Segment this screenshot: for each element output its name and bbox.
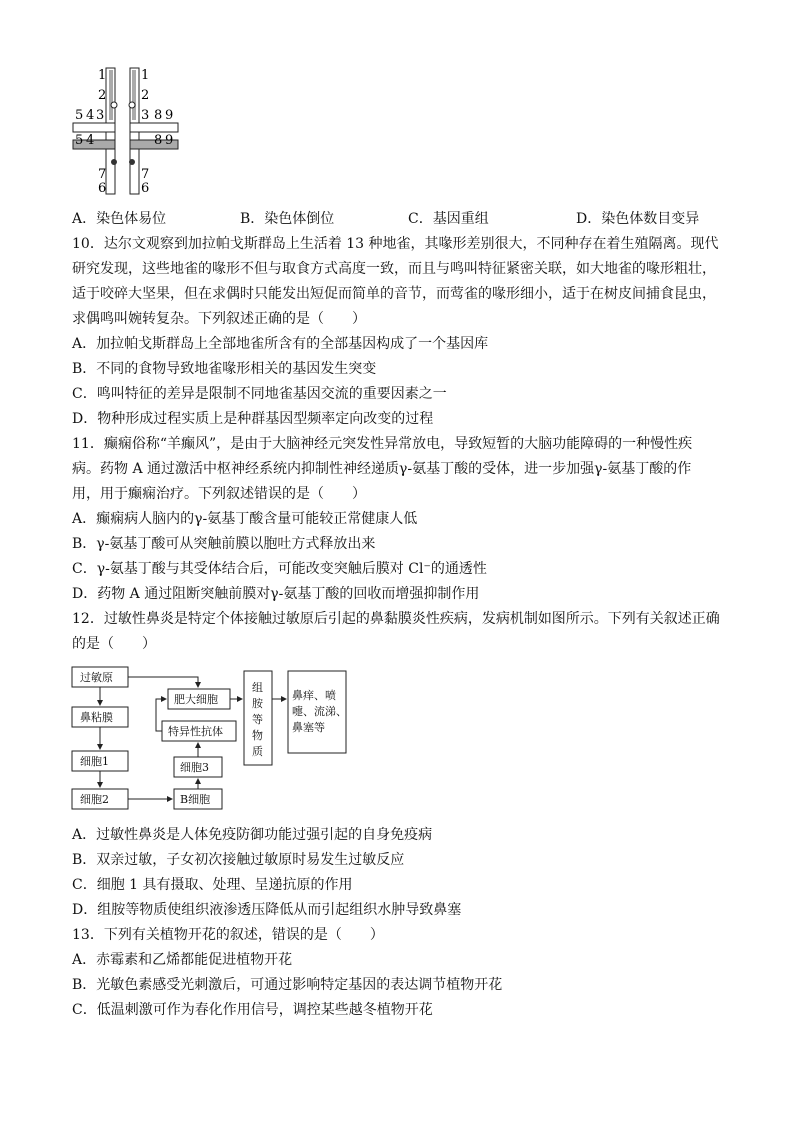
- q11-stem-line: 用，用于癫痫治疗。下列叙述错误的是（ ）: [72, 486, 366, 502]
- q13-stem-line: 13．下列有关植物开花的叙述，错误的是（ ）: [72, 927, 384, 943]
- node-histamine: 等: [252, 713, 263, 726]
- chromo-label: 1: [141, 68, 150, 83]
- allergy-mechanism-diagram: [70, 663, 350, 813]
- node-mucosa: 鼻粘膜: [80, 711, 113, 724]
- node-mast-cell: 肥大细胞: [174, 693, 218, 706]
- node-symptoms: 鼻痒、喷: [292, 689, 336, 702]
- chromo-label: 4: [86, 133, 95, 148]
- q9-option-c: C．基因重组: [408, 211, 489, 227]
- node-antibody: 特异性抗体: [168, 725, 223, 738]
- q11-option-b: B．γ-氨基丁酸可从突触前膜以胞吐方式释放出来: [72, 536, 376, 552]
- chromo-label: 3: [141, 108, 150, 123]
- chromo-label: 9: [165, 108, 174, 123]
- q13-option-a: A．赤霉素和乙烯都能促进植物开花: [72, 952, 293, 968]
- q10-stem-line: 10．达尔文观察到加拉帕戈斯群岛上生活着 13 种地雀，其喙形差别很大，不同种存在着生殖隔离。现代: [72, 236, 719, 252]
- node-bcell: B细胞: [180, 793, 211, 806]
- q10-option-c: C．鸣叫特征的差异是限制不同地雀基因交流的重要因素之一: [72, 386, 447, 402]
- q12-option-a: A．过敏性鼻炎是人体免疫防御功能过强引起的自身免疫病: [72, 827, 433, 843]
- chromo-label: 5: [75, 108, 84, 123]
- chromo-label: 9: [165, 133, 174, 148]
- chromo-label: 6: [141, 181, 150, 196]
- q11-option-c: C．γ-氨基丁酸与其受体结合后，可能改变突触后膜对 Cl⁻的通透性: [72, 561, 487, 577]
- chromo-label: 1: [98, 68, 107, 83]
- chromo-label: 8: [154, 108, 163, 123]
- q13-option-c: C．低温刺激可作为春化作用信号，调控某些越冬植物开花: [72, 1002, 433, 1018]
- node-symptoms: 鼻塞等: [292, 721, 325, 734]
- q11-stem-line: 11．癫痫俗称“羊癫风”，是由于大脑神经元突发性异常放电，导致短暂的大脑功能障碍的一种慢性疾: [72, 436, 693, 452]
- chromo-label: 6: [98, 181, 107, 196]
- q12-stem-line: 的是（ ）: [72, 636, 156, 652]
- node-histamine: 组: [252, 681, 263, 694]
- q11-stem-line: 病。药物 A 通过激活中枢神经系统内抑制性神经递质γ-氨基丁酸的受体，进一步加强γ-氨基丁酸的作: [72, 461, 692, 477]
- node-cell2: 细胞2: [80, 793, 109, 806]
- q10-option-b: B．不同的食物导致地雀喙形相关的基因发生突变: [72, 361, 377, 377]
- q10-option-a: A．加拉帕戈斯群岛上全部地雀所含有的全部基因构成了一个基因库: [72, 336, 489, 352]
- node-histamine: 胺: [252, 697, 263, 710]
- node-allergen: 过敏原: [80, 671, 113, 684]
- chromo-label: 4: [86, 108, 95, 123]
- chromosome-translocation-figure: [70, 66, 182, 196]
- q10-option-d: D．物种形成过程实质上是种群基因型频率定向改变的过程: [72, 411, 434, 427]
- q10-stem-line: 适于咬碎大坚果，但在求偶时只能发出短促而简单的音节，而莺雀的喙形细小，适于在树皮间捕食昆虫，: [72, 286, 716, 302]
- q10-stem-line: 研究发现，这些地雀的喙形不但与取食方式高度一致，而且与鸣叫特征紧密关联，如大地雀的喙形粗壮，: [72, 261, 716, 277]
- q12-option-c: C．细胞 1 具有摄取、处理、呈递抗原的作用: [72, 877, 353, 893]
- node-histamine: 物: [252, 729, 263, 742]
- node-histamine: 质: [252, 745, 263, 758]
- q12-option-b: B．双亲过敏，子女初次接触过敏原时易发生过敏反应: [72, 852, 405, 868]
- chromo-label: 2: [141, 88, 150, 103]
- chromo-label: 5: [75, 133, 84, 148]
- node-cell1: 细胞1: [80, 755, 109, 768]
- q9-option-a: A．染色体易位: [72, 211, 167, 227]
- q11-option-d: D．药物 A 通过阻断突触前膜对γ-氨基丁酸的回收而增强抑制作用: [72, 586, 480, 602]
- node-symptoms: 嚏、流涕、: [292, 705, 347, 718]
- chromo-label: 3: [96, 108, 105, 123]
- chromo-label: 7: [141, 167, 150, 182]
- q9-option-b: B．染色体倒位: [240, 211, 335, 227]
- q10-stem-line: 求偶鸣叫婉转复杂。下列叙述正确的是（ ）: [72, 311, 366, 327]
- q13-option-b: B．光敏色素感受光刺激后，可通过影响特定基因的表达调节植物开花: [72, 977, 503, 993]
- chromo-label: 2: [98, 88, 107, 103]
- chromo-label: 7: [98, 167, 107, 182]
- q11-option-a: A．癫痫病人脑内的γ-氨基丁酸含量可能较正常健康人低: [72, 511, 418, 527]
- q9-option-d: D．染色体数目变异: [576, 211, 700, 227]
- node-cell3: 细胞3: [180, 761, 209, 774]
- q12-stem-line: 12．过敏性鼻炎是特定个体接触过敏原后引起的鼻黏膜炎性疾病，发病机制如图所示。下列有关叙述正确: [72, 611, 720, 627]
- chromo-label: 8: [154, 133, 163, 148]
- q12-option-d: D．组胺等物质使组织液渗透压降低从而引起组织水肿导致鼻塞: [72, 902, 462, 918]
